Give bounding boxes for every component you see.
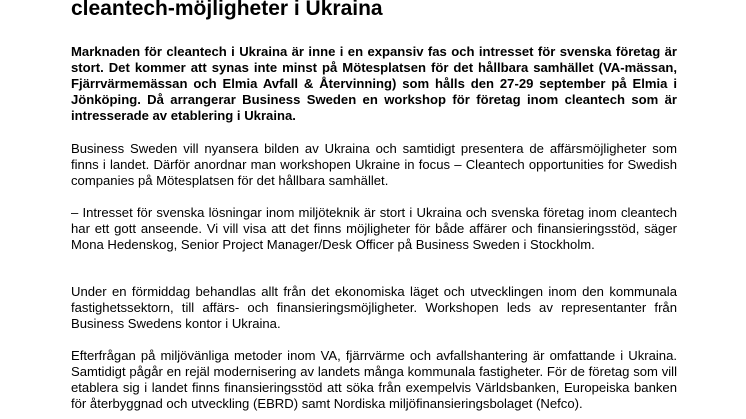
body-paragraph-3: Under en förmiddag behandlas allt från det ekonomiska läget och utvecklingen inom den kommunala fastighetssektorn, till affärs- och finansieringsmöjligheter. Workshopen leds av representanter från Business Swedens kontor i Ukraina. <box>71 284 677 331</box>
document-title: cleantech-möjligheter i Ukraina <box>71 0 383 20</box>
lead-paragraph: Marknaden för cleantech i Ukraina är inne i en expansiv fas och intresset för svenska företag är stort. Det kommer att synas inte minst på Mötesplatsen för det hållbara samhället (VA-mässan, Fjärrvärmemässan och Elmia Avfall & Återvinning) som hålls den 27-29 september på Elmia i Jönköping. Då arrangerar Business Sweden en workshop för företag inom cleantech som är intresserade av etablering i Ukraina. <box>71 44 677 123</box>
body-paragraph-4: Efterfrågan på miljövänliga metoder inom VA, fjärrvärme och avfallshantering är omfattande i Ukraina. Samtidigt pågår en rejäl modernisering av landets många kommunala fastigheter. För de företag som vill etablera sig i landet finns finansieringsstöd att söka från exempelvis Världsbanken, Europeiska banken för återbyggnad och utveckling (EBRD) samt Nordiska miljöfinansieringsbolaget (Nefco). <box>71 348 677 411</box>
body-paragraph-1: Business Sweden vill nyansera bilden av Ukraina och samtidigt presentera de affärsmöjligheter som finns i landet. Därför anordnar man workshopen Ukraine in focus – Cleantech opportunities for Swedish companies på Mötesplatsen för det hållbara samhället. <box>71 141 677 188</box>
body-paragraph-2: – Intresset för svenska lösningar inom miljöteknik är stort i Ukraina och svenska företag inom cleantech har ett gott anseende. Vi vill visa att det finns möjligheter för både affärer och finansieringsstöd, säger Mona Hedenskog, Senior Project Manager/Desk Officer på Business Sweden i Stockholm. <box>71 205 677 252</box>
